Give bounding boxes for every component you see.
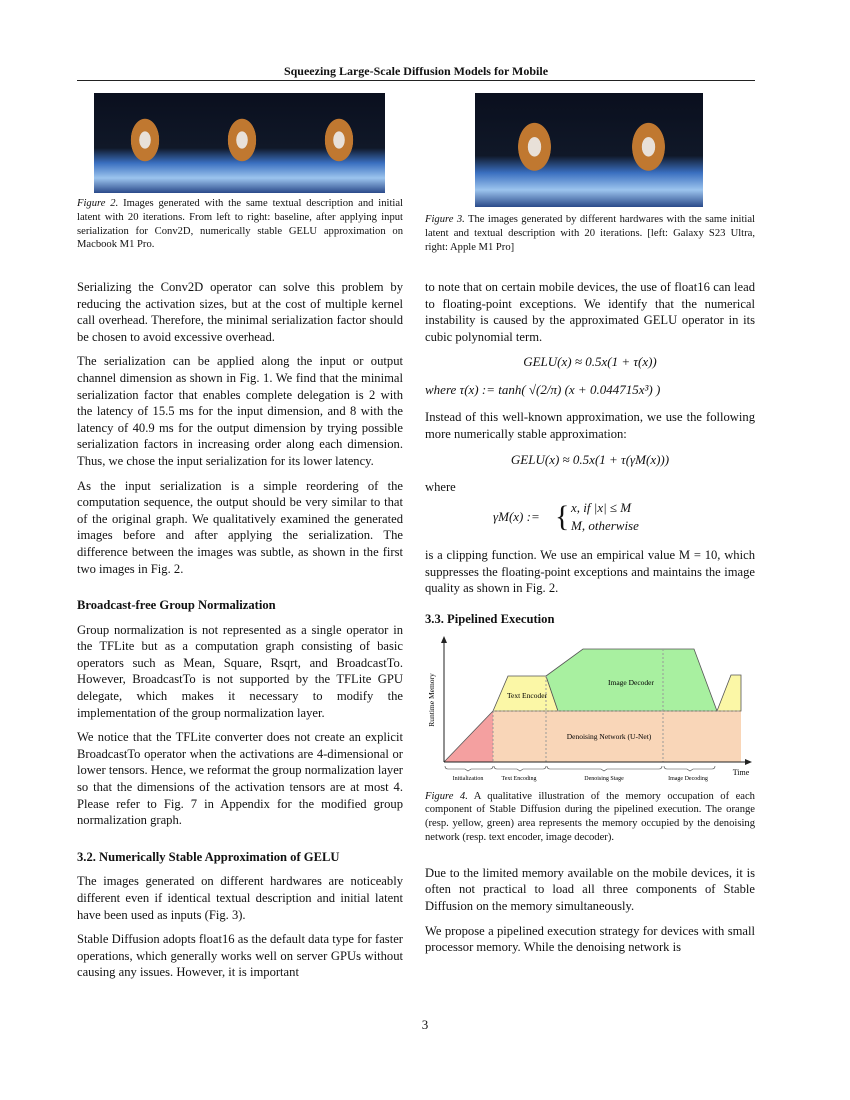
equation-gelu: GELU(x) ≈ 0.5x(1 + τ(x)) — [523, 354, 657, 370]
stage-label: Image Decoding — [668, 775, 708, 782]
x-axis-label: Time — [732, 767, 750, 777]
fig2-image-gelu — [288, 93, 385, 193]
section-heading: 3.2. Numerically Stable Approximation of GELU — [77, 849, 340, 864]
page-number: 3 — [421, 1017, 429, 1032]
fig2-image-serialization — [191, 93, 288, 193]
equation-stable-gelu: GELU(x) ≈ 0.5x(1 + τ(γM(x))) — [510, 451, 670, 467]
header-rule — [77, 80, 755, 81]
region-label-text-encoder: Text Encoder — [506, 690, 548, 700]
paragraph: The serialization can be applied along the input or output channel dimension as shown in Fig. 1. We find that the minimal serialization factor that enables complete delegation is 2 with the latency of 15.5 ms for the input dimension, and 8 with the latency of 40.9 ms for the output dimension by trying possible serialization factors in increasing order along each dimension. Thus, we chose the input serialization for its lower latency. — [77, 354, 403, 468]
fig4-caption: Figure 4. A qualitative illustration of the memory occupation of each component of Stable Diffusion during the pipelined execution. The orange (resp. yellow, green) area represents the memory occupied by the denoising network (resp. text encoder, image decoder). — [425, 790, 755, 843]
brace: { — [555, 500, 570, 534]
fig2-image-baseline — [94, 93, 191, 193]
equation-tau: where τ(x) := tanh( √(2/π) (x + 0.044715x³) ) — [425, 382, 661, 398]
equation-clip: γM(x) := { x, if |x| ≤ M M, otherwise — [493, 500, 639, 534]
stage-label: Text Encoding — [501, 775, 537, 782]
section-heading: Broadcast-free Group Normalization — [77, 598, 276, 613]
paragraph: to note that on certain mobile devices, the use of float16 can lead to floating-point exceptions. We identify that the numerical instability is caused by the approximated GELU operator in its cubic polynomial term. — [425, 280, 755, 344]
fig3-image-m1 — [589, 93, 703, 207]
text-encoder-region-2 — [717, 675, 741, 711]
fig4-diagram — [425, 636, 755, 786]
region-label-image-decoder: Image Decoder — [607, 677, 655, 687]
paragraph: Due to the limited memory available on the mobile devices, it is often not practical to load all three components of Stable Diffusion on the memory simultaneously. — [425, 865, 755, 913]
right-column — [425, 279, 755, 964]
fig2-caption: Figure 2. Images generated with the same textual description and initial latent with 20 iterations. From left to right: baseline, after applying input serialization for Conv2D, numerically stable GELU approximation on Macbook M1 Pro. — [77, 198, 403, 251]
paragraph: We notice that the TFLite converter does not create an explicit BroadcastTo operator when the activations are 4-dimensional or lower tensors. Hence, we reformat the group normalization layer so that the dimensions of the activation tensors are at most 4. Please refer to Fig. 7 in Appendix for the modified group normalization graph. — [77, 730, 403, 828]
where-label: where — [425, 479, 456, 494]
paragraph: Group normalization is not represented as a single operator in the TFLite but as a computation graph consisting of basic operators such as Mean, Square, Rsqrt, and BroadcastTo. However, BroadcastTo is not supported by the TFLite GPU delegate, which makes it necessary to modify the implementation of the group normalization layer. — [77, 622, 403, 720]
section-heading: 3.3. Pipelined Execution — [425, 611, 555, 626]
fig3-caption: Figure 3. The images generated by different hardwares with the same initial latent and textual description with 20 iterations. [left: Galaxy S23 Ultra, right: Apple M1 Pro] — [425, 214, 755, 253]
stage-label: Initialization — [452, 775, 484, 782]
fig3-image-galaxy — [475, 93, 589, 207]
paragraph: The images generated on different hardwares are noticeably different even if identical textual description and initial latent have been used as inputs (Fig. 3). — [77, 874, 403, 922]
paragraph: Stable Diffusion adopts float16 as the default data type for faster operations, which generally works well on server GPUs without causing any issues. However, it is important — [77, 932, 403, 980]
paragraph: is a clipping function. We use an empirical value M = 10, which suppresses the floating-point exceptions and maintains the image quality as shown in Fig. 2. — [425, 548, 755, 596]
paragraph: We propose a pipelined execution strategy for devices with small processor memory. While the denoising network is — [425, 923, 755, 955]
left-column — [77, 279, 403, 989]
paragraph: Instead of this well-known approximation, we use the following more numerically stable approximation: — [425, 410, 755, 441]
y-axis-label: Runtime Memory — [427, 672, 436, 727]
region-label-unet: Denoising Network (U-Net) — [566, 731, 652, 741]
stage-label: Denoising Stage — [584, 775, 624, 782]
paragraph: As the input serialization is a simple reordering of the computation sequence, the output should be very similar to that of the original graph. We qualitatively examined the generated images before and after applying the serialization. The difference between the images was subtle, as shown in the first two images in Fig. 2. — [77, 478, 403, 576]
paragraph: Serializing the Conv2D operator can solve this problem by reducing the activation sizes, but at the cost of multiple kernel call overhead. Therefore, the minimal serialization factor should be chosen to avoid excessive overhead. — [77, 280, 403, 344]
running-header: Squeezing Large-Scale Diffusion Models for Mobile — [283, 64, 549, 78]
